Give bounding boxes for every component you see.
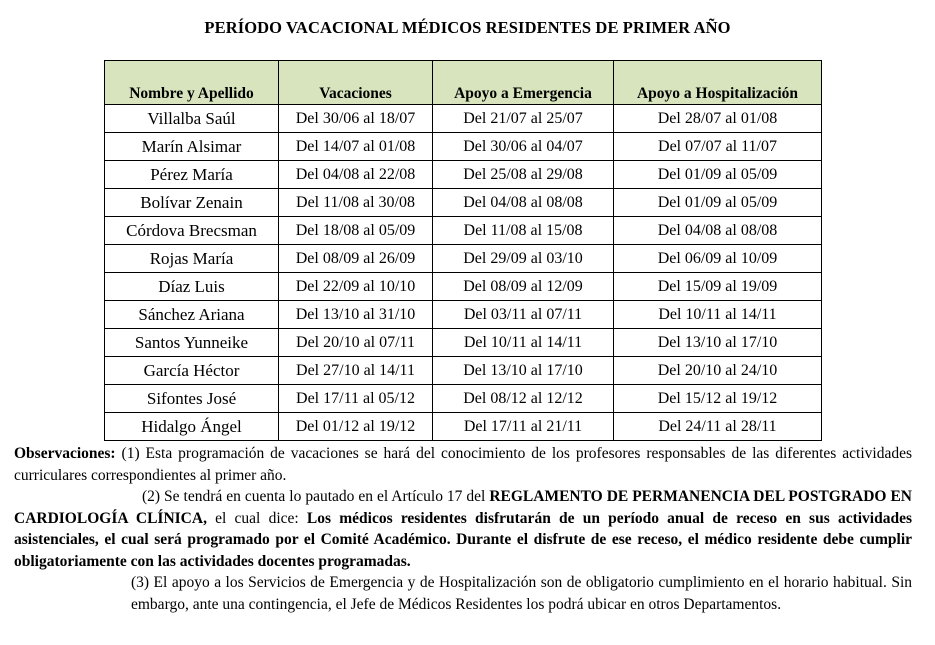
table-header-row: [105, 61, 822, 105]
vacation-period-cell: Del 30/06 al 18/07: [279, 105, 433, 133]
observation-1-text: (1) Esta programación de vacaciones se hará del conocimiento de los profesores responsables de las diferentes actividades curriculares correspondientes al primer año.: [14, 445, 912, 484]
hospitalization-support-period-cell: Del 01/09 al 05/09: [614, 161, 822, 189]
observation-2-mid: el cual dice:: [206, 509, 307, 527]
emergency-support-period-cell: Del 04/08 al 08/08: [433, 189, 614, 217]
vacation-period-cell: Del 04/08 al 22/08: [279, 161, 433, 189]
vacation-period-cell: Del 11/08 al 30/08: [279, 189, 433, 217]
hospitalization-support-period-cell: Del 15/09 al 19/09: [614, 273, 822, 301]
observation-3: [131, 572, 912, 615]
table-row: [105, 189, 822, 217]
hospitalization-support-period-cell: Del 28/07 al 01/08: [614, 105, 822, 133]
vacation-period-cell: Del 18/08 al 05/09: [279, 217, 433, 245]
table-row: [105, 133, 822, 161]
page-title: PERÍODO VACACIONAL MÉDICOS RESIDENTES DE PRIMER AÑO: [204, 18, 731, 37]
emergency-support-period-cell: Del 08/12 al 12/12: [433, 385, 614, 413]
vacation-period-cell: Del 20/10 al 07/11: [279, 329, 433, 357]
table-row: [105, 245, 822, 273]
table-row: [105, 329, 822, 357]
hospitalization-support-period-cell: Del 07/07 al 11/07: [614, 133, 822, 161]
emergency-support-period-cell: Del 29/09 al 03/10: [433, 245, 614, 273]
emergency-support-period-cell: Del 13/10 al 17/10: [433, 357, 614, 385]
resident-name-cell: Villalba Saúl: [105, 105, 279, 133]
column-header-vacation: Vacaciones: [279, 61, 433, 105]
vacation-schedule-table: [104, 60, 822, 441]
table-row: [105, 357, 822, 385]
resident-name-cell: Sánchez Ariana: [105, 301, 279, 329]
hospitalization-support-period-cell: Del 10/11 al 14/11: [614, 301, 822, 329]
vacation-period-cell: Del 14/07 al 01/08: [279, 133, 433, 161]
emergency-support-period-cell: Del 08/09 al 12/09: [433, 273, 614, 301]
hospitalization-support-period-cell: Del 20/10 al 24/10: [614, 357, 822, 385]
table-row: [105, 217, 822, 245]
emergency-support-period-cell: Del 17/11 al 21/11: [433, 413, 614, 441]
observation-2: [14, 486, 912, 572]
regulation-quote: Los médicos residentes disfrutarán de un período anual de receso en sus actividades asistenciales, el cual será programado por el Comité Académico. Durante el disfrute de ese receso, el médico residente debe cumplir obligatoriamente con las actividades docentes programadas.: [14, 509, 913, 570]
emergency-support-period-cell: Del 11/08 al 15/08: [433, 217, 614, 245]
observations-label: Observaciones:: [14, 445, 116, 462]
vacation-period-cell: Del 17/11 al 05/12: [279, 385, 433, 413]
table-row: [105, 385, 822, 413]
table-row: [105, 161, 822, 189]
hospitalization-support-period-cell: Del 24/11 al 28/11: [614, 413, 822, 441]
resident-name-cell: Pérez María: [105, 161, 279, 189]
observation-1: [14, 443, 912, 486]
vacation-period-cell: Del 13/10 al 31/10: [279, 301, 433, 329]
resident-name-cell: Córdova Brecsman: [105, 217, 279, 245]
column-header-hospitalization: Apoyo a Hospitalización: [614, 61, 822, 105]
resident-name-cell: Santos Yunneike: [105, 329, 279, 357]
resident-name-cell: Sifontes José: [105, 385, 279, 413]
table-row: [105, 105, 822, 133]
observation-3-text: (3) El apoyo a los Servicios de Emergencia y de Hospitalización son de obligatorio cumplimiento en el horario habitual. Sin embargo, ante una contingencia, el Jefe de Médicos Residentes los podrá ubicar en otros Departamentos.: [131, 574, 912, 613]
resident-name-cell: García Héctor: [105, 357, 279, 385]
vacation-period-cell: Del 27/10 al 14/11: [279, 357, 433, 385]
observation-2-intro: (2) Se tendrá en cuenta lo pautado en el Artículo 17 del: [142, 488, 490, 505]
hospitalization-support-period-cell: Del 15/12 al 19/12: [614, 385, 822, 413]
hospitalization-support-period-cell: Del 13/10 al 17/10: [614, 329, 822, 357]
column-header-emergency: Apoyo a Emergencia: [433, 61, 614, 105]
resident-name-cell: Rojas María: [105, 245, 279, 273]
resident-name-cell: Díaz Luis: [105, 273, 279, 301]
vacation-period-cell: Del 08/09 al 26/09: [279, 245, 433, 273]
table-row: [105, 273, 822, 301]
resident-name-cell: Hidalgo Ángel: [105, 413, 279, 441]
emergency-support-period-cell: Del 10/11 al 14/11: [433, 329, 614, 357]
emergency-support-period-cell: Del 25/08 al 29/08: [433, 161, 614, 189]
column-header-name: Nombre y Apellido: [105, 61, 279, 105]
resident-name-cell: Bolívar Zenain: [105, 189, 279, 217]
vacation-period-cell: Del 22/09 al 10/10: [279, 273, 433, 301]
resident-name-cell: Marín Alsimar: [105, 133, 279, 161]
vacation-period-cell: Del 01/12 al 19/12: [279, 413, 433, 441]
emergency-support-period-cell: Del 30/06 al 04/07: [433, 133, 614, 161]
table-row: [105, 301, 822, 329]
emergency-support-period-cell: Del 21/07 al 25/07: [433, 105, 614, 133]
emergency-support-period-cell: Del 03/11 al 07/11: [433, 301, 614, 329]
regulation-name: REGLAMENTO DE PERMANENCIA DEL POSTGRADO EN CARDIOLOGÍA CLÍNICA,: [14, 488, 912, 527]
hospitalization-support-period-cell: Del 01/09 al 05/09: [614, 189, 822, 217]
hospitalization-support-period-cell: Del 04/08 al 08/08: [614, 217, 822, 245]
hospitalization-support-period-cell: Del 06/09 al 10/09: [614, 245, 822, 273]
table-row: [105, 413, 822, 441]
